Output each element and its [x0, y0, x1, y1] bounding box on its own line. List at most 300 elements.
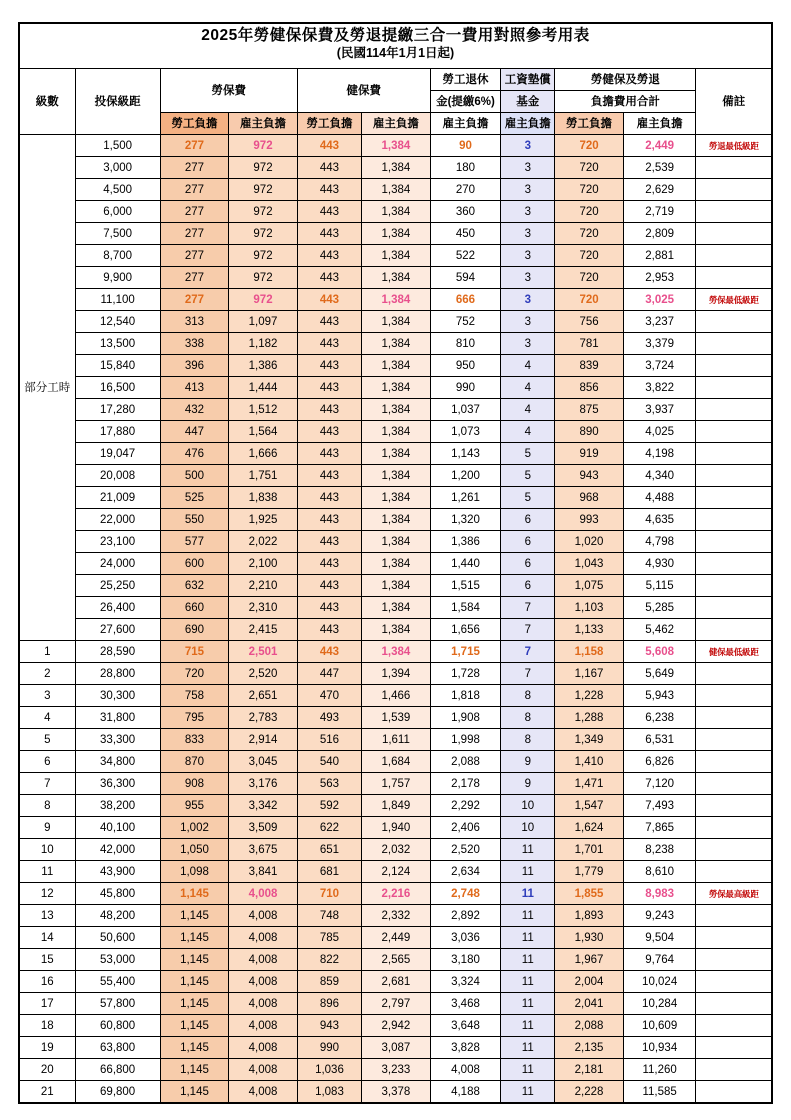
cell-total-employer: 4,025	[623, 421, 696, 443]
cell-pension-employer: 1,037	[430, 399, 501, 421]
cell-labor-employer: 972	[229, 245, 298, 267]
cell-health-employer: 1,384	[362, 399, 431, 421]
cell-remark	[696, 619, 772, 641]
cell-labor-employer: 4,008	[229, 949, 298, 971]
cell-labor-employer: 3,045	[229, 751, 298, 773]
cell-total-employee: 1,288	[555, 707, 624, 729]
cell-wage-arrears-employer: 6	[501, 575, 555, 597]
cell-remark	[696, 729, 772, 751]
cell-labor-employer: 972	[229, 135, 298, 157]
cell-labor-employer: 3,675	[229, 839, 298, 861]
cell-remark	[696, 509, 772, 531]
cell-pension-employer: 1,320	[430, 509, 501, 531]
cell-wage-arrears-employer: 11	[501, 883, 555, 905]
cell-remark	[696, 201, 772, 223]
cell-total-employer: 3,379	[623, 333, 696, 355]
cell-remark	[696, 1037, 772, 1059]
cell-health-employer: 1,384	[362, 289, 431, 311]
cell-total-employer: 4,635	[623, 509, 696, 531]
header-total-employer: 雇主負擔	[623, 113, 696, 135]
cell-health-employer: 1,384	[362, 245, 431, 267]
cell-labor-employer: 4,008	[229, 1015, 298, 1037]
cell-wage-arrears-employer: 11	[501, 1037, 555, 1059]
remark-note: 勞保最高級距	[708, 888, 759, 899]
cell-salary-bracket: 55,400	[75, 971, 160, 993]
cell-remark	[696, 927, 772, 949]
cell-pension-employer: 1,728	[430, 663, 501, 685]
header-pension-line2: 金(提繳6%)	[430, 91, 501, 113]
cell-labor-employer: 1,838	[229, 487, 298, 509]
table-row	[19, 883, 772, 905]
cell-remark	[696, 377, 772, 399]
group-label-part-time: 部分工時	[19, 135, 75, 641]
cell-total-employee: 968	[555, 487, 624, 509]
cell-pension-employer: 1,998	[430, 729, 501, 751]
table-row	[19, 663, 772, 685]
cell-salary-bracket: 28,590	[75, 641, 160, 663]
cell-wage-arrears-employer: 3	[501, 223, 555, 245]
cell-health-employer: 1,384	[362, 575, 431, 597]
table-row	[19, 135, 772, 157]
cell-health-employee: 443	[297, 553, 361, 575]
cell-salary-bracket: 8,700	[75, 245, 160, 267]
cell-pension-employer: 180	[430, 157, 501, 179]
cell-total-employer: 7,493	[623, 795, 696, 817]
cell-health-employee: 859	[297, 971, 361, 993]
cell-total-employer: 3,822	[623, 377, 696, 399]
cell-labor-employee: 795	[160, 707, 229, 729]
cell-remark	[696, 641, 772, 663]
table-row	[19, 751, 772, 773]
cell-salary-bracket: 17,880	[75, 421, 160, 443]
cell-level: 8	[19, 795, 75, 817]
cell-level: 16	[19, 971, 75, 993]
table-row	[19, 641, 772, 663]
cell-total-employee: 1,020	[555, 531, 624, 553]
cell-health-employer: 1,384	[362, 157, 431, 179]
table-row	[19, 619, 772, 641]
cell-wage-arrears-employer: 11	[501, 1081, 555, 1104]
table-row	[19, 575, 772, 597]
cell-salary-bracket: 15,840	[75, 355, 160, 377]
table-row	[19, 531, 772, 553]
cell-level: 18	[19, 1015, 75, 1037]
cell-salary-bracket: 40,100	[75, 817, 160, 839]
cell-salary-bracket: 3,000	[75, 157, 160, 179]
cell-pension-employer: 2,892	[430, 905, 501, 927]
cell-salary-bracket: 69,800	[75, 1081, 160, 1104]
cell-labor-employer: 2,022	[229, 531, 298, 553]
table-row	[19, 597, 772, 619]
cell-labor-employer: 3,841	[229, 861, 298, 883]
cell-health-employer: 1,384	[362, 509, 431, 531]
cell-health-employer: 2,942	[362, 1015, 431, 1037]
cell-wage-arrears-employer: 11	[501, 1059, 555, 1081]
cell-total-employer: 7,120	[623, 773, 696, 795]
cell-salary-bracket: 7,500	[75, 223, 160, 245]
cell-total-employee: 720	[555, 245, 624, 267]
cell-remark	[696, 399, 772, 421]
cell-labor-employee: 277	[160, 223, 229, 245]
table-row	[19, 289, 772, 311]
cell-salary-bracket: 34,800	[75, 751, 160, 773]
cell-salary-bracket: 45,800	[75, 883, 160, 905]
cell-health-employee: 1,083	[297, 1081, 361, 1104]
header-total-group-line2: 負擔費用合計	[555, 91, 696, 113]
cell-total-employer: 6,826	[623, 751, 696, 773]
cell-level: 1	[19, 641, 75, 663]
cell-wage-arrears-employer: 7	[501, 641, 555, 663]
header-remark: 備註	[696, 69, 772, 135]
cell-total-employee: 720	[555, 289, 624, 311]
table-body	[19, 135, 772, 1104]
cell-health-employee: 651	[297, 839, 361, 861]
cell-pension-employer: 1,261	[430, 487, 501, 509]
cell-total-employer: 8,610	[623, 861, 696, 883]
cell-labor-employer: 2,520	[229, 663, 298, 685]
cell-health-employee: 681	[297, 861, 361, 883]
cell-total-employer: 3,025	[623, 289, 696, 311]
cell-labor-employer: 2,783	[229, 707, 298, 729]
cell-pension-employer: 1,386	[430, 531, 501, 553]
table-row	[19, 465, 772, 487]
cell-remark	[696, 817, 772, 839]
cell-pension-employer: 1,656	[430, 619, 501, 641]
table-row	[19, 795, 772, 817]
cell-health-employer: 1,384	[362, 223, 431, 245]
cell-remark	[696, 707, 772, 729]
cell-salary-bracket: 24,000	[75, 553, 160, 575]
cell-labor-employer: 972	[229, 289, 298, 311]
cell-health-employee: 710	[297, 883, 361, 905]
cell-labor-employer: 4,008	[229, 993, 298, 1015]
cell-pension-employer: 2,634	[430, 861, 501, 883]
cell-labor-employee: 277	[160, 289, 229, 311]
cell-health-employee: 443	[297, 531, 361, 553]
cell-labor-employer: 972	[229, 267, 298, 289]
table-row	[19, 157, 772, 179]
cell-health-employer: 1,684	[362, 751, 431, 773]
cell-pension-employer: 666	[430, 289, 501, 311]
cell-remark	[696, 795, 772, 817]
cell-remark	[696, 971, 772, 993]
cell-wage-arrears-employer: 7	[501, 597, 555, 619]
header-health-insurance: 健保費	[297, 69, 430, 113]
cell-salary-bracket: 19,047	[75, 443, 160, 465]
cell-salary-bracket: 36,300	[75, 773, 160, 795]
cell-remark	[696, 883, 772, 905]
cell-health-employer: 1,466	[362, 685, 431, 707]
cell-total-employee: 1,158	[555, 641, 624, 663]
cell-health-employer: 1,384	[362, 201, 431, 223]
cell-labor-employee: 500	[160, 465, 229, 487]
cell-pension-employer: 3,648	[430, 1015, 501, 1037]
cell-total-employer: 2,809	[623, 223, 696, 245]
cell-remark	[696, 421, 772, 443]
cell-labor-employee: 690	[160, 619, 229, 641]
cell-health-employee: 443	[297, 267, 361, 289]
cell-level: 10	[19, 839, 75, 861]
cell-health-employer: 1,611	[362, 729, 431, 751]
cell-health-employee: 443	[297, 201, 361, 223]
cell-pension-employer: 450	[430, 223, 501, 245]
cell-total-employee: 1,043	[555, 553, 624, 575]
cell-pension-employer: 3,828	[430, 1037, 501, 1059]
table-row	[19, 707, 772, 729]
table-row	[19, 509, 772, 531]
table-row	[19, 1015, 772, 1037]
cell-pension-employer: 594	[430, 267, 501, 289]
insurance-rate-table	[18, 22, 773, 1104]
table-row	[19, 861, 772, 883]
cell-health-employer: 1,384	[362, 135, 431, 157]
cell-remark	[696, 179, 772, 201]
cell-remark	[696, 949, 772, 971]
cell-labor-employee: 1,145	[160, 971, 229, 993]
table-row	[19, 949, 772, 971]
cell-remark	[696, 1059, 772, 1081]
cell-wage-arrears-employer: 3	[501, 289, 555, 311]
table-row	[19, 245, 772, 267]
cell-health-employer: 1,384	[362, 465, 431, 487]
cell-salary-bracket: 31,800	[75, 707, 160, 729]
cell-labor-employer: 1,564	[229, 421, 298, 443]
cell-pension-employer: 522	[430, 245, 501, 267]
cell-wage-arrears-employer: 3	[501, 333, 555, 355]
cell-remark	[696, 993, 772, 1015]
cell-total-employee: 720	[555, 223, 624, 245]
cell-health-employer: 1,849	[362, 795, 431, 817]
cell-health-employee: 990	[297, 1037, 361, 1059]
cell-total-employer: 4,930	[623, 553, 696, 575]
cell-wage-arrears-employer: 9	[501, 751, 555, 773]
cell-total-employee: 756	[555, 311, 624, 333]
table-row	[19, 685, 772, 707]
cell-labor-employer: 1,386	[229, 355, 298, 377]
cell-labor-employer: 972	[229, 201, 298, 223]
cell-health-employee: 443	[297, 443, 361, 465]
cell-wage-arrears-employer: 11	[501, 927, 555, 949]
cell-salary-bracket: 33,300	[75, 729, 160, 751]
cell-labor-employee: 550	[160, 509, 229, 531]
cell-health-employee: 447	[297, 663, 361, 685]
cell-labor-employee: 413	[160, 377, 229, 399]
cell-health-employee: 443	[297, 333, 361, 355]
cell-labor-employee: 1,145	[160, 1015, 229, 1037]
cell-total-employer: 3,237	[623, 311, 696, 333]
cell-total-employee: 1,103	[555, 597, 624, 619]
cell-total-employee: 856	[555, 377, 624, 399]
cell-pension-employer: 3,036	[430, 927, 501, 949]
header-labor-insurance: 勞保費	[160, 69, 297, 113]
cell-total-employee: 2,135	[555, 1037, 624, 1059]
cell-labor-employee: 715	[160, 641, 229, 663]
cell-level: 19	[19, 1037, 75, 1059]
cell-salary-bracket: 1,500	[75, 135, 160, 157]
cell-pension-employer: 2,406	[430, 817, 501, 839]
cell-total-employer: 2,449	[623, 135, 696, 157]
cell-total-employee: 2,228	[555, 1081, 624, 1104]
table-row	[19, 421, 772, 443]
cell-pension-employer: 3,468	[430, 993, 501, 1015]
cell-wage-arrears-employer: 3	[501, 245, 555, 267]
cell-health-employee: 592	[297, 795, 361, 817]
remark-note: 健保最低級距	[708, 646, 759, 657]
cell-wage-arrears-employer: 3	[501, 311, 555, 333]
cell-health-employer: 1,539	[362, 707, 431, 729]
cell-pension-employer: 2,088	[430, 751, 501, 773]
cell-level: 5	[19, 729, 75, 751]
cell-pension-employer: 360	[430, 201, 501, 223]
cell-labor-employer: 2,415	[229, 619, 298, 641]
table-row	[19, 993, 772, 1015]
cell-salary-bracket: 30,300	[75, 685, 160, 707]
cell-health-employee: 516	[297, 729, 361, 751]
cell-labor-employer: 1,666	[229, 443, 298, 465]
cell-labor-employer: 2,100	[229, 553, 298, 575]
cell-health-employee: 943	[297, 1015, 361, 1037]
cell-health-employer: 2,565	[362, 949, 431, 971]
cell-labor-employer: 2,310	[229, 597, 298, 619]
table-row	[19, 1059, 772, 1081]
cell-wage-arrears-employer: 11	[501, 905, 555, 927]
cell-wage-arrears-employer: 4	[501, 355, 555, 377]
cell-labor-employee: 525	[160, 487, 229, 509]
cell-wage-arrears-employer: 6	[501, 553, 555, 575]
header-pension-employer: 雇主負擔	[430, 113, 501, 135]
cell-salary-bracket: 12,540	[75, 311, 160, 333]
cell-health-employee: 443	[297, 245, 361, 267]
cell-total-employer: 6,238	[623, 707, 696, 729]
cell-total-employer: 5,115	[623, 575, 696, 597]
cell-health-employee: 443	[297, 487, 361, 509]
cell-labor-employee: 476	[160, 443, 229, 465]
cell-labor-employee: 396	[160, 355, 229, 377]
cell-pension-employer: 990	[430, 377, 501, 399]
cell-wage-arrears-employer: 11	[501, 949, 555, 971]
cell-remark	[696, 575, 772, 597]
cell-pension-employer: 1,584	[430, 597, 501, 619]
cell-wage-arrears-employer: 10	[501, 817, 555, 839]
cell-labor-employee: 277	[160, 179, 229, 201]
cell-health-employer: 1,394	[362, 663, 431, 685]
cell-labor-employee: 870	[160, 751, 229, 773]
cell-total-employer: 3,937	[623, 399, 696, 421]
cell-total-employee: 2,088	[555, 1015, 624, 1037]
cell-total-employer: 8,238	[623, 839, 696, 861]
cell-labor-employee: 277	[160, 135, 229, 157]
cell-level: 15	[19, 949, 75, 971]
cell-health-employer: 1,384	[362, 443, 431, 465]
cell-labor-employee: 577	[160, 531, 229, 553]
cell-remark	[696, 839, 772, 861]
cell-total-employee: 2,004	[555, 971, 624, 993]
cell-total-employer: 2,881	[623, 245, 696, 267]
cell-total-employer: 6,531	[623, 729, 696, 751]
cell-health-employer: 3,087	[362, 1037, 431, 1059]
cell-health-employer: 1,384	[362, 267, 431, 289]
header-total-employee: 勞工負擔	[555, 113, 624, 135]
cell-total-employer: 10,934	[623, 1037, 696, 1059]
table-row	[19, 1081, 772, 1104]
cell-health-employee: 443	[297, 465, 361, 487]
cell-health-employer: 1,384	[362, 421, 431, 443]
header-wage-employer: 雇主負擔	[501, 113, 555, 135]
cell-health-employer: 3,378	[362, 1081, 431, 1104]
cell-pension-employer: 2,178	[430, 773, 501, 795]
table-row	[19, 355, 772, 377]
cell-health-employer: 1,384	[362, 377, 431, 399]
cell-health-employer: 1,384	[362, 553, 431, 575]
cell-labor-employer: 3,342	[229, 795, 298, 817]
cell-salary-bracket: 50,600	[75, 927, 160, 949]
cell-labor-employee: 632	[160, 575, 229, 597]
cell-wage-arrears-employer: 9	[501, 773, 555, 795]
cell-labor-employee: 660	[160, 597, 229, 619]
cell-remark	[696, 905, 772, 927]
cell-level: 3	[19, 685, 75, 707]
cell-health-employer: 3,233	[362, 1059, 431, 1081]
cell-labor-employer: 3,176	[229, 773, 298, 795]
cell-labor-employee: 277	[160, 201, 229, 223]
cell-wage-arrears-employer: 4	[501, 421, 555, 443]
cell-labor-employer: 4,008	[229, 927, 298, 949]
cell-salary-bracket: 13,500	[75, 333, 160, 355]
cell-level: 20	[19, 1059, 75, 1081]
cell-labor-employee: 1,145	[160, 905, 229, 927]
cell-labor-employee: 277	[160, 267, 229, 289]
cell-salary-bracket: 43,900	[75, 861, 160, 883]
cell-salary-bracket: 20,008	[75, 465, 160, 487]
cell-wage-arrears-employer: 4	[501, 377, 555, 399]
cell-health-employee: 563	[297, 773, 361, 795]
cell-labor-employer: 4,008	[229, 883, 298, 905]
header-row-1	[19, 69, 772, 91]
cell-health-employer: 2,216	[362, 883, 431, 905]
cell-health-employer: 1,384	[362, 355, 431, 377]
cell-remark	[696, 685, 772, 707]
table-row	[19, 333, 772, 355]
table-row	[19, 905, 772, 927]
header-total-group-line1: 勞健保及勞退	[555, 69, 696, 91]
cell-total-employer: 10,609	[623, 1015, 696, 1037]
cell-pension-employer: 1,143	[430, 443, 501, 465]
cell-health-employee: 748	[297, 905, 361, 927]
cell-labor-employee: 1,098	[160, 861, 229, 883]
cell-labor-employer: 972	[229, 179, 298, 201]
cell-remark	[696, 663, 772, 685]
cell-total-employee: 1,133	[555, 619, 624, 641]
table-row	[19, 399, 772, 421]
table-row	[19, 553, 772, 575]
cell-remark	[696, 135, 772, 157]
cell-labor-employer: 4,008	[229, 1081, 298, 1104]
cell-total-employee: 1,701	[555, 839, 624, 861]
cell-wage-arrears-employer: 11	[501, 971, 555, 993]
cell-labor-employer: 3,509	[229, 817, 298, 839]
table-row	[19, 443, 772, 465]
cell-pension-employer: 3,324	[430, 971, 501, 993]
cell-level: 9	[19, 817, 75, 839]
cell-health-employer: 2,332	[362, 905, 431, 927]
cell-wage-arrears-employer: 8	[501, 729, 555, 751]
cell-total-employee: 1,624	[555, 817, 624, 839]
table-row	[19, 1037, 772, 1059]
header-wage-arrears-line1: 工資墊償	[501, 69, 555, 91]
cell-health-employee: 443	[297, 575, 361, 597]
cell-salary-bracket: 57,800	[75, 993, 160, 1015]
table-row	[19, 927, 772, 949]
